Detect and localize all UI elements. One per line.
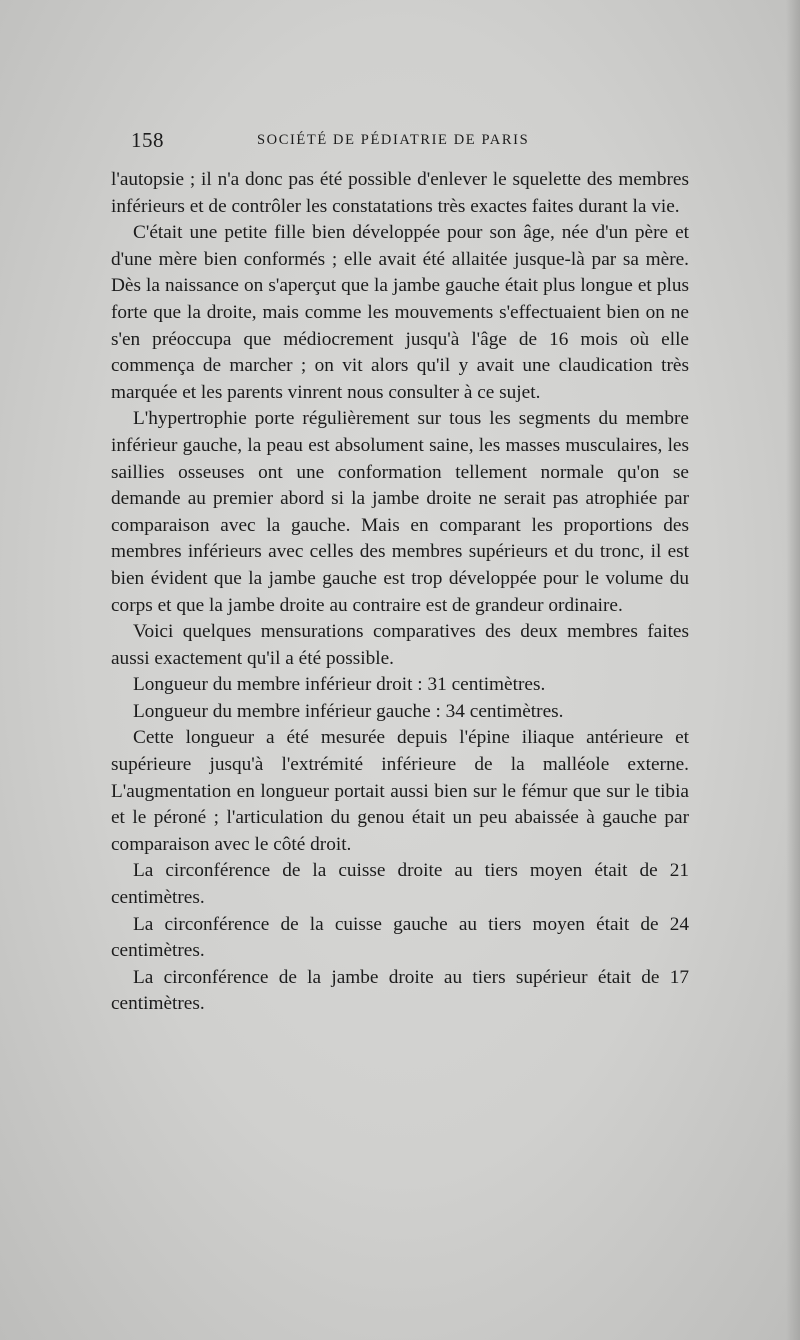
paragraph-measurement-method: Cette longueur a été mesurée depuis l'épine iliaque antérieure et supérieure jusqu'à l'extrémité inférieure de la malléole externe. L'augmentation en longueur portait aussi bien sur le fémur que sur le tibia et le péroné ; l'articulation du genou était un peu abaissée à gauche par comparaison avec le côté droit.: [111, 727, 689, 855]
paragraph-measurements-intro: Voici quelques mensurations comparatives des deux membres faites aussi exactement qu'il a été possible.: [111, 621, 689, 669]
paragraph-case-history: C'était une petite fille bien développée pour son âge, née d'un père et d'une mère bien conformés ; elle avait été allaitée jusque-là par sa mère. Dès la naissance on s'aperçut que la jambe gauche était plus longue et plus forte que la droite, mais comme les mouvements s'effectuaient bien on ne s'en préoccupa que médiocrement jusqu'à l'âge de 16 mois où elle commença de marcher ; on vit alors qu'il y avait une claudication très marquée et les parents vinrent nous consulter à ce sujet.: [111, 222, 689, 403]
page-header: [131, 128, 691, 158]
measurement-left-length: Longueur du membre inférieur gauche : 34 centimètres.: [133, 700, 564, 722]
running-title: SOCIÉTÉ DE PÉDIATRIE DE PARIS: [257, 132, 530, 148]
page-edge-shadow: [786, 0, 800, 1340]
measurement-right-length: Longueur du membre inférieur droit : 31 centimètres.: [133, 674, 546, 696]
paragraph-hypertrophy: L'hypertrophie porte régulièrement sur tous les segments du membre inférieur gauche, la peau est absolument saine, les masses musculaires, les saillies osseuses ont une conformation tellement normale qu'on se demande au premier abord si la jambe droite ne serait pas atrophiée par comparaison avec la gauche. Mais en comparant les proportions des membres inférieurs avec celles des membres supérieurs et du tronc, il est bien évident que la jambe gauche est trop développée pour le volume du corps et que la jambe droite au contraire est de grandeur ordinaire.: [111, 408, 689, 616]
measurement-left-thigh: La circonférence de la cuisse gauche au tiers moyen était de 24 centimètres.: [111, 913, 689, 962]
page-number: 158: [131, 128, 164, 152]
body-text: [111, 167, 689, 1018]
measurement-right-thigh: La circonférence de la cuisse droite au tiers moyen était de 21 centimètres.: [111, 860, 689, 909]
measurement-right-leg: La circonférence de la jambe droite au tiers supérieur était de 17 centimètres.: [111, 966, 689, 1015]
paragraph-continuation: l'autopsie ; il n'a donc pas été possible d'enlever le squelette des membres inférieurs et de contrôler les constatations très exactes faites durant la vie.: [111, 169, 689, 217]
